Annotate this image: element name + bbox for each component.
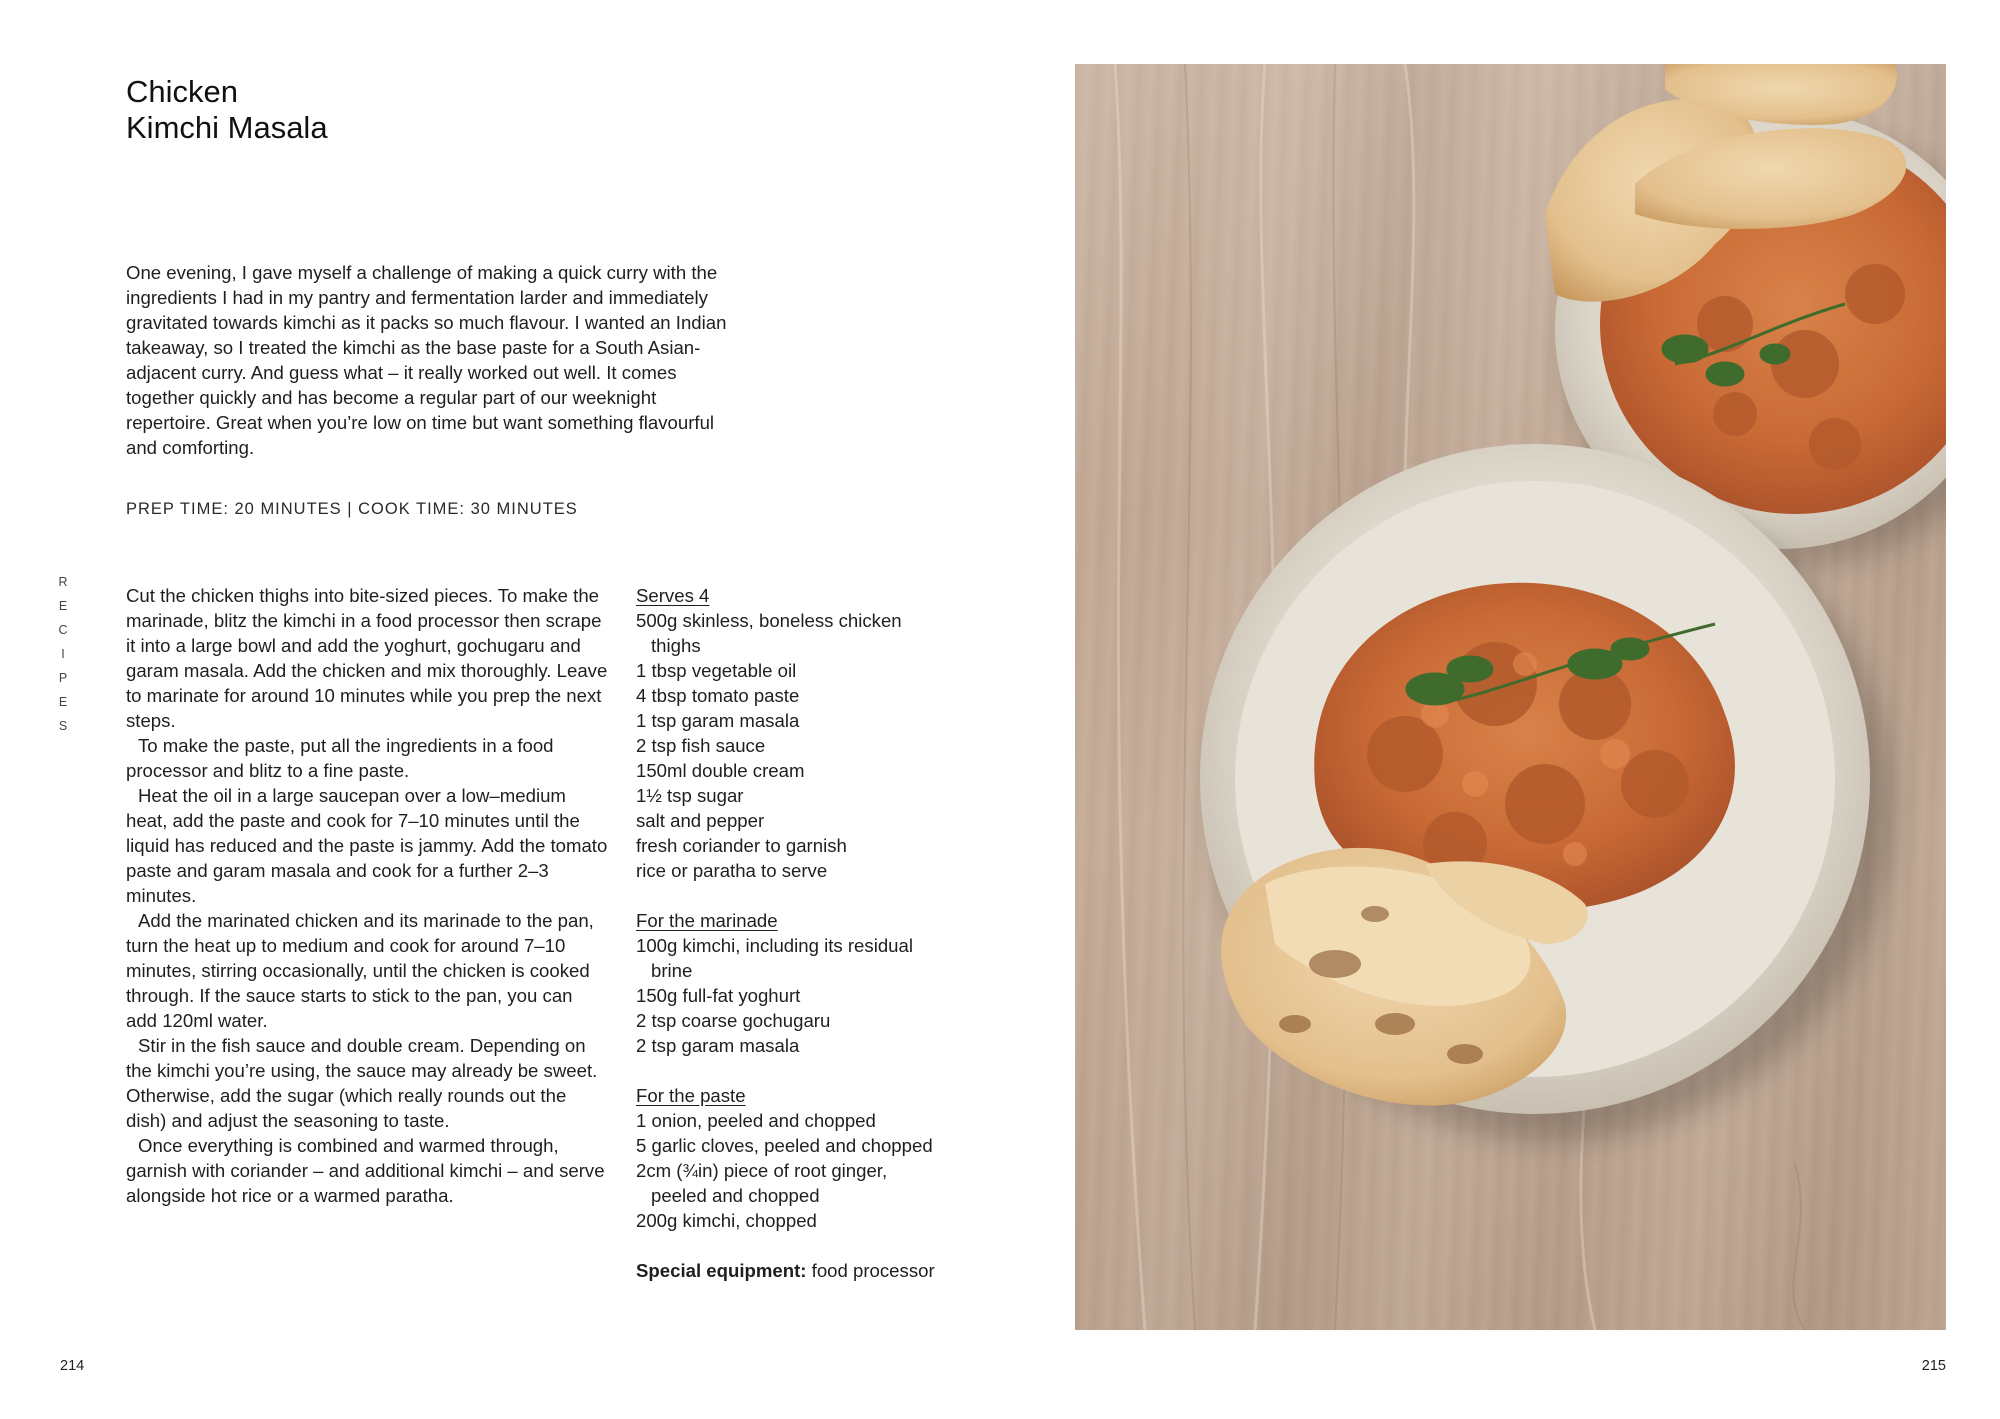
ingredient-item: 5 garlic cloves, peeled and chopped	[636, 1135, 933, 1156]
side-label-letter: E	[58, 695, 68, 709]
prep-cook-time: PREP TIME: 20 MINUTES | COOK TIME: 30 MINUTES	[126, 500, 578, 518]
page-number-left: 214	[60, 1358, 85, 1374]
ingredients-marinade-group	[636, 908, 936, 1058]
equipment-label: Special equipment:	[636, 1260, 807, 1281]
ingredients-serves-group	[636, 583, 936, 883]
marinade-heading: For the marinade	[636, 910, 778, 931]
method-step: Once everything is combined and warmed through, garnish with coriander – and additional kimchi – and serve alongside hot rice or a warmed paratha.	[126, 1135, 605, 1206]
ingredient-item: 200g kimchi, chopped	[636, 1210, 817, 1231]
side-label-letter: E	[58, 599, 68, 613]
special-equipment	[636, 1258, 936, 1283]
side-label-letter: R	[58, 575, 68, 589]
ingredients-paste-group	[636, 1083, 936, 1233]
side-label-letter: C	[58, 623, 68, 637]
ingredient-item: 1 tsp garam masala	[636, 710, 800, 731]
ingredient-item: 150ml double cream	[636, 760, 805, 781]
ingredient-item: 2 tsp garam masala	[636, 1035, 800, 1056]
method-step: Add the marinated chicken and its marinade to the pan, turn the heat up to medium and cook for around 7–10 minutes, stirring occasionally, until the chicken is cooked through. If the sauce starts to stick to the pan, you can add 120ml water.	[126, 910, 594, 1031]
method-step: Stir in the fish sauce and double cream. Depending on the kimchi you’re using, the sauce may already be sweet. Otherwise, add the sugar (which really rounds out the dish) and adjust the seasoning to taste.	[126, 1035, 598, 1131]
right-page	[1040, 0, 2000, 1419]
side-label-letter: I	[61, 647, 65, 661]
method-step: To make the paste, put all the ingredients in a food processor and blitz to a fine paste.	[126, 735, 554, 781]
ingredient-item: fresh coriander to garnish	[636, 835, 847, 856]
title-line-1: Chicken	[126, 74, 238, 109]
equipment-value: food processor	[806, 1260, 935, 1281]
title-line-2: Kimchi Masala	[126, 110, 328, 145]
page-number-right: 215	[1921, 1358, 1946, 1374]
ingredient-item: salt and pepper	[636, 810, 765, 831]
ingredient-item: 1 onion, peeled and chopped	[636, 1110, 876, 1131]
ingredient-item: 2 tsp fish sauce	[636, 735, 766, 756]
ingredient-item: 4 tbsp tomato paste	[636, 685, 800, 706]
dish-photo	[1075, 64, 1946, 1330]
paste-heading: For the paste	[636, 1085, 746, 1106]
method-step: Cut the chicken thighs into bite-sized pieces. To make the marinade, blitz the kimchi in a food processor then scrape it into a large bowl and add the yoghurt, gochugaru and garam masala. Add the chicken and mix thoroughly. Leave to marinate for around 10 minutes while you prep the next steps.	[126, 585, 608, 731]
ingredient-item: 500g skinless, boneless chicken thighs	[636, 610, 902, 656]
side-label-letter: S	[58, 719, 68, 733]
ingredient-item: 1 tbsp vegetable oil	[636, 660, 797, 681]
method-step: Heat the oil in a large saucepan over a low–medium heat, add the paste and cook for 7–10 minutes until the liquid has reduced and the paste is jammy. Add the tomato paste and garam masala and cook for a further 2–3 minutes.	[126, 785, 608, 906]
recipe-intro: One evening, I gave myself a challenge of making a quick curry with the ingredients I had in my pantry and fermentation larder and immediately gravitated towards kimchi as it packs so much flavour. I wanted an Indian takeaway, so I treated the kimchi as the base paste for a South Asian-adjacent curry. And guess what – it really worked out well. It comes together quickly and has become a regular part of our weeknight repertoire. Great when you’re low on time but want something flavourful and comforting.	[126, 262, 727, 458]
ingredient-item: 2 tsp coarse gochugaru	[636, 1010, 831, 1031]
method-column	[126, 583, 608, 1208]
section-side-label	[56, 570, 70, 738]
ingredients-column	[636, 583, 936, 1283]
ingredient-item: 2cm (¾in) piece of root ginger, peeled and chopped	[636, 1160, 888, 1206]
ingredient-item: 1½ tsp sugar	[636, 785, 744, 806]
ingredient-item: rice or paratha to serve	[636, 860, 828, 881]
side-label-letter: P	[58, 671, 68, 685]
serves-heading: Serves 4	[636, 585, 710, 606]
recipe-title	[126, 74, 328, 146]
ingredient-item: 100g kimchi, including its residual brine	[636, 935, 913, 981]
ingredient-item: 150g full-fat yoghurt	[636, 985, 801, 1006]
curry-bowls-illustration	[1075, 64, 1946, 1330]
